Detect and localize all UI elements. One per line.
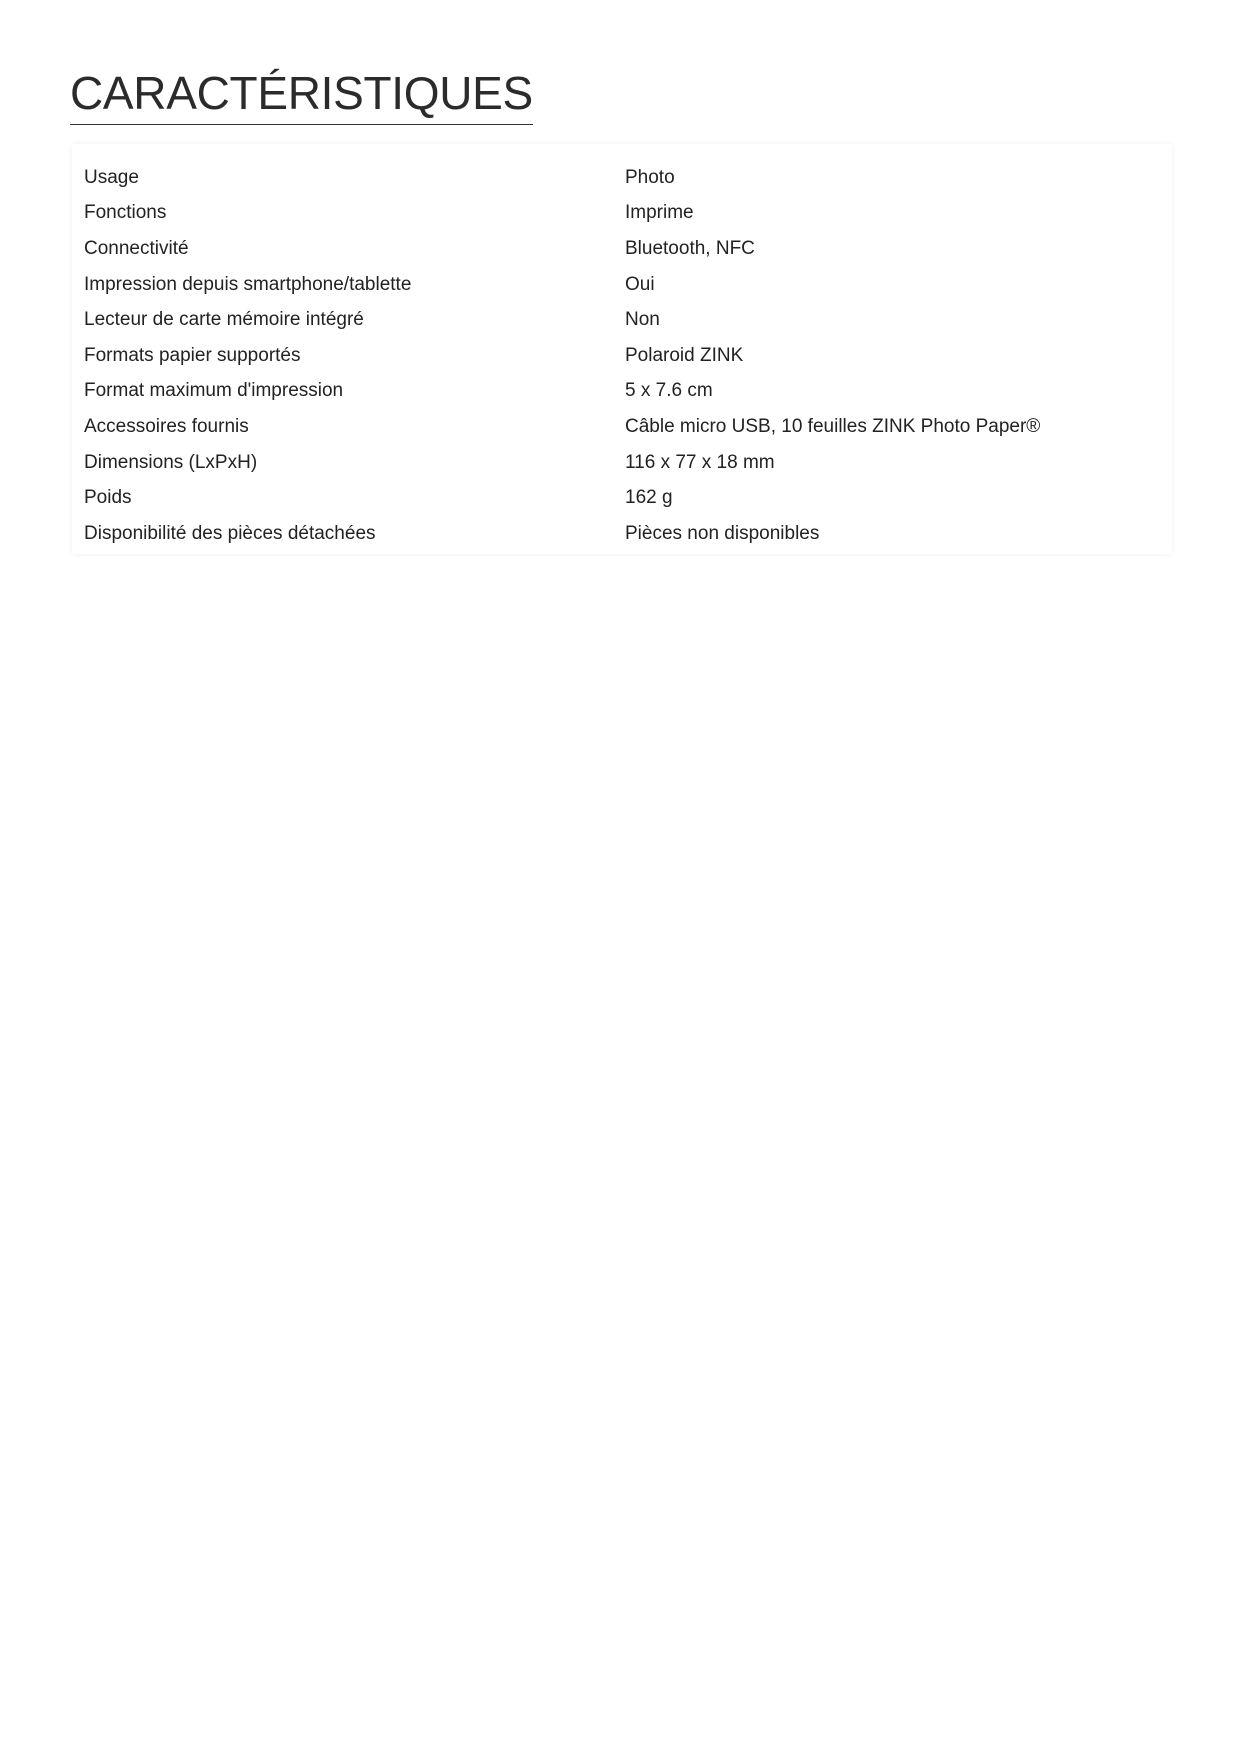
- spec-value: 5 x 7.6 cm: [625, 380, 713, 402]
- page-title: CARACTÉRISTIQUES: [70, 66, 533, 125]
- table-row: [84, 231, 1164, 267]
- table-row: [84, 196, 1164, 232]
- spec-value: 116 x 77 x 18 mm: [625, 451, 775, 473]
- table-row: [84, 338, 1164, 374]
- spec-label: Lecteur de carte mémoire intégré: [84, 309, 364, 331]
- table-row: [84, 409, 1164, 445]
- table-row: [84, 480, 1164, 516]
- spec-value: Oui: [625, 273, 655, 295]
- spec-label: Formats papier supportés: [84, 344, 301, 366]
- spec-value: 162 g: [625, 487, 673, 509]
- spec-value: Photo: [625, 166, 675, 188]
- spec-label: Accessoires fournis: [84, 415, 249, 437]
- spec-label: Usage: [84, 166, 139, 188]
- spec-label: Poids: [84, 487, 132, 509]
- spec-value: Non: [625, 309, 660, 331]
- spec-table-container: [72, 144, 1172, 554]
- spec-label: Disponibilité des pièces détachées: [84, 522, 376, 544]
- spec-value: Polaroid ZINK: [625, 344, 744, 366]
- table-row: [84, 516, 1164, 552]
- spec-label: Fonctions: [84, 202, 167, 224]
- spec-value: Bluetooth, NFC: [625, 237, 755, 259]
- table-row: [84, 302, 1164, 338]
- spec-label: Connectivité: [84, 237, 189, 259]
- table-row: [84, 445, 1164, 481]
- spec-label: Impression depuis smartphone/tablette: [84, 273, 412, 295]
- spec-table: [84, 160, 1164, 552]
- spec-label: Dimensions (LxPxH): [84, 451, 258, 473]
- spec-label: Format maximum d'impression: [84, 380, 344, 402]
- spec-value: Pièces non disponibles: [625, 522, 820, 544]
- spec-value: Imprime: [625, 202, 694, 224]
- table-row: [84, 267, 1164, 303]
- table-row: [84, 160, 1164, 196]
- table-row: [84, 374, 1164, 410]
- spec-value: Câble micro USB, 10 feuilles ZINK Photo Paper®: [625, 415, 1041, 437]
